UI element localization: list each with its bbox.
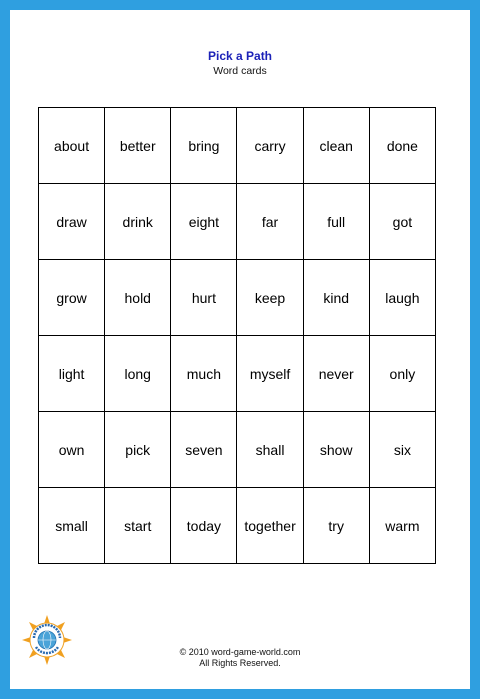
word-card: far [237, 184, 303, 260]
word-row [39, 184, 436, 260]
word-card: got [369, 184, 435, 260]
word-card: eight [171, 184, 237, 260]
word-card: done [369, 108, 435, 184]
word-card: together [237, 488, 303, 564]
word-card: drink [105, 184, 171, 260]
page-title: Pick a Path [207, 49, 273, 63]
word-card: today [171, 488, 237, 564]
word-card: long [105, 336, 171, 412]
word-card: never [303, 336, 369, 412]
word-card: pick [105, 412, 171, 488]
word-card: try [303, 488, 369, 564]
word-row [39, 488, 436, 564]
word-card: hold [105, 260, 171, 336]
word-card: much [171, 336, 237, 412]
word-card: about [39, 108, 105, 184]
word-card: laugh [369, 260, 435, 336]
word-card: show [303, 412, 369, 488]
word-card: grow [39, 260, 105, 336]
word-card: start [105, 488, 171, 564]
word-card: kind [303, 260, 369, 336]
word-card: myself [237, 336, 303, 412]
word-card: six [369, 412, 435, 488]
word-card: carry [237, 108, 303, 184]
word-card: warm [369, 488, 435, 564]
word-card: shall [237, 412, 303, 488]
word-card: better [105, 108, 171, 184]
word-card: hurt [171, 260, 237, 336]
word-card: draw [39, 184, 105, 260]
word-row [39, 260, 436, 336]
word-card: light [39, 336, 105, 412]
word-card: keep [237, 260, 303, 336]
page-subtitle: Word cards [213, 65, 267, 77]
rights-text: All Rights Reserved. [199, 658, 281, 668]
copyright-text: © 2010 word-game-world.com [179, 647, 301, 657]
word-card: own [39, 412, 105, 488]
word-card: seven [171, 412, 237, 488]
word-row [39, 108, 436, 184]
word-card: clean [303, 108, 369, 184]
word-row [39, 412, 436, 488]
word-card: full [303, 184, 369, 260]
word-card: bring [171, 108, 237, 184]
word-card-grid [38, 107, 436, 564]
word-row [39, 336, 436, 412]
word-card: small [39, 488, 105, 564]
word-card: only [369, 336, 435, 412]
